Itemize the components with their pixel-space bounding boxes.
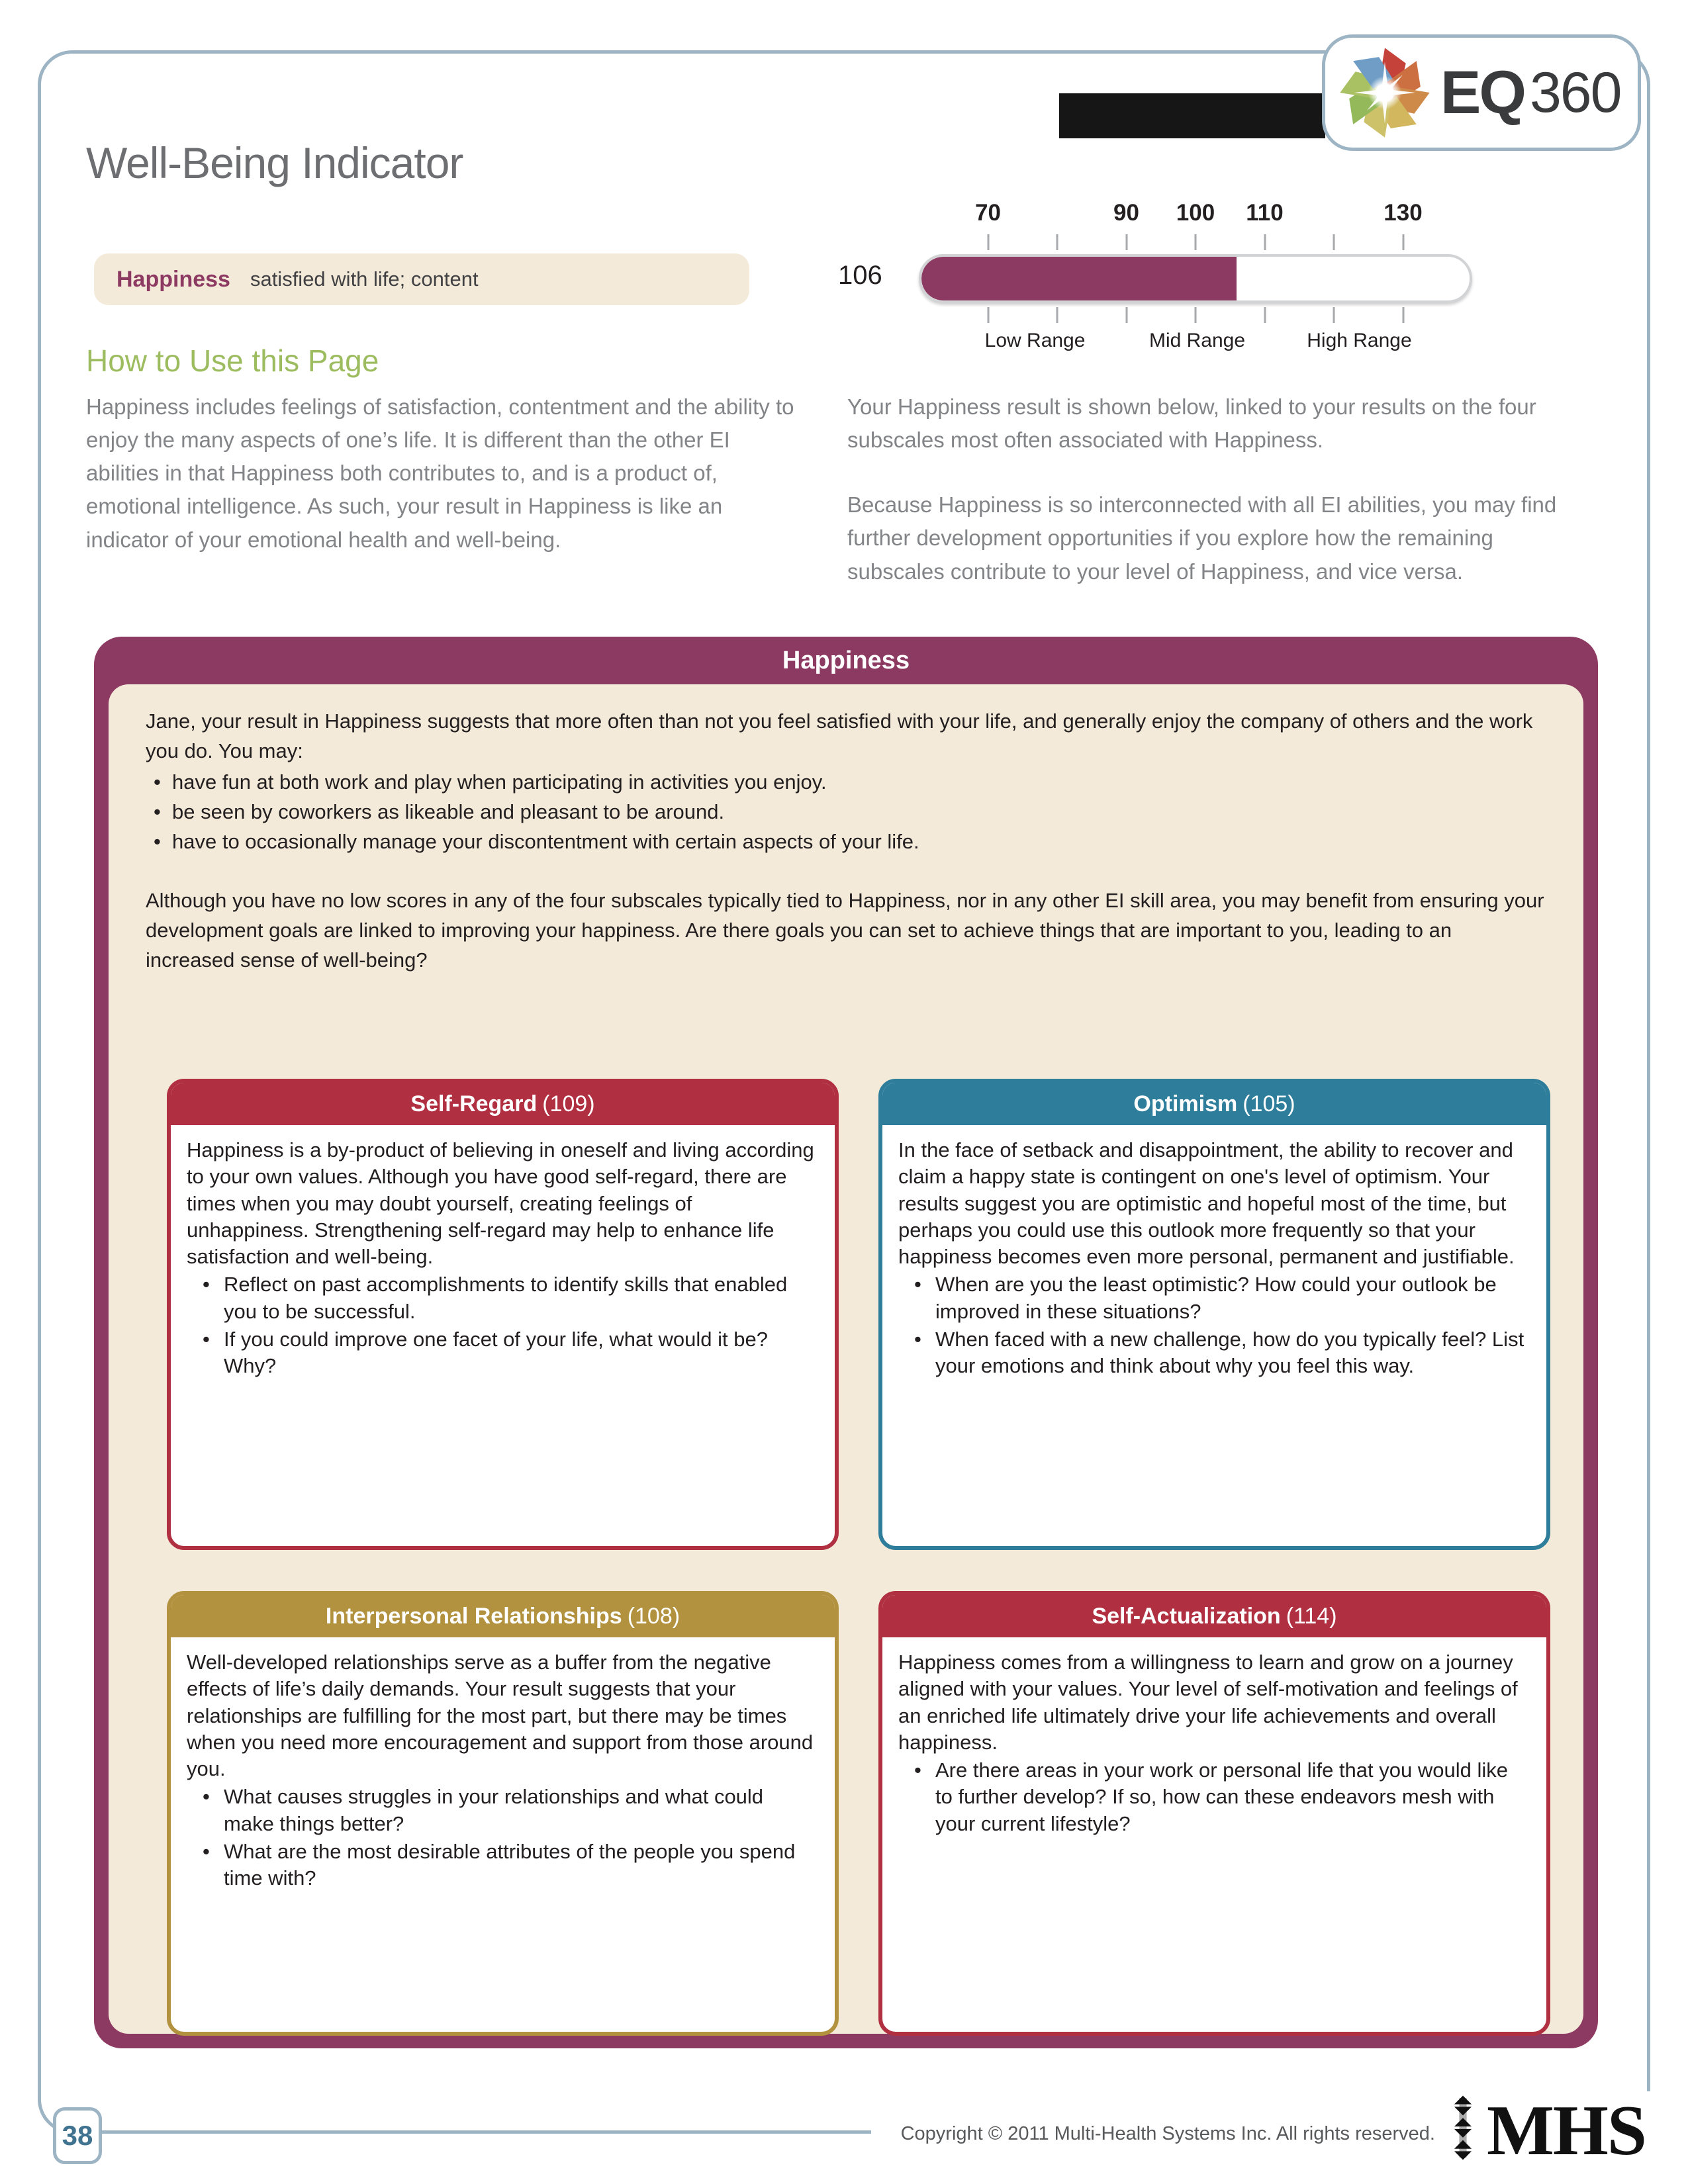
gauge-tick bbox=[1195, 234, 1197, 250]
gauge-tick bbox=[1195, 307, 1197, 323]
footer bbox=[871, 2091, 1652, 2171]
subcard-header bbox=[882, 1595, 1546, 1637]
subscale-tag-description: satisfied with life; content bbox=[250, 267, 479, 291]
subcard-bullet: • What causes struggles in your relationships and what could make things better? bbox=[187, 1784, 819, 1837]
subcard-optimism bbox=[878, 1079, 1550, 1550]
subcard-name: Self-Actualization bbox=[1092, 1603, 1281, 1629]
howto-right-column bbox=[847, 390, 1589, 588]
gauge-tick bbox=[1264, 234, 1266, 250]
mhs-logo bbox=[1444, 2091, 1646, 2171]
gauge-tick-label: 130 bbox=[1383, 200, 1423, 226]
gauge-tick bbox=[1264, 307, 1266, 323]
subcard-bullet-list bbox=[898, 1757, 1530, 1837]
gauge-tick bbox=[987, 234, 989, 250]
subcard-bullet: • What are the most desirable attributes of the people you spend time with? bbox=[187, 1839, 819, 1892]
subcard-text: Well-developed relationships serve as a buffer from the negative effects of life’s daily demands. Your result suggests that your relationships are fulfilling for the most part, but there may be times when you need more encouragement and support from those around you. bbox=[187, 1651, 814, 1781]
subcard-body bbox=[882, 1125, 1546, 1380]
subscale-tag-bar bbox=[94, 253, 749, 305]
gauge-tick bbox=[1333, 307, 1335, 323]
subcard-bullet: • Are there areas in your work or personal life that you would like to further develop? If so, how can these endeavors mesh with your current lifestyle? bbox=[898, 1757, 1530, 1837]
subcard-bullet-list bbox=[187, 1784, 819, 1891]
subcard-bullet: • When faced with a new challenge, how do you typically feel? List your emotions and think about why you feel this way. bbox=[898, 1326, 1530, 1380]
mhs-glyph-icon bbox=[1444, 2095, 1481, 2161]
happiness-bullet: • have to occasionally manage your discontentment with certain aspects of your life. bbox=[146, 827, 1546, 857]
gauge-bar bbox=[919, 254, 1472, 303]
subcard-header bbox=[171, 1083, 835, 1125]
gauge-tick bbox=[987, 307, 989, 323]
subcard-body bbox=[171, 1637, 835, 1892]
subcard-text: Happiness comes from a willingness to learn and grow on a journey aligned with your values. Your level of self-motivation and feelings of an enriched life ultimately drive your life achievements and overall happiness. bbox=[898, 1651, 1518, 1754]
gauge-tick-label: 70 bbox=[975, 200, 1001, 226]
howto-left-paragraph: Happiness includes feelings of satisfaction, contentment and the ability to enjoy the many aspects of one’s life. It is different than the other EI abilities in that Happiness both contributes to, and is a product of, emotional intelligence. As such, your result in Happiness is like an indicator of your emotional health and well-being. bbox=[86, 394, 794, 552]
pinwheel-icon bbox=[1336, 44, 1434, 142]
subcard-bullet-list bbox=[898, 1271, 1530, 1379]
range-label-low: Low Range bbox=[984, 330, 1086, 351]
howto-heading: How to Use this Page bbox=[86, 343, 379, 378]
gauge-tick bbox=[1402, 234, 1404, 250]
eq360-logo bbox=[1322, 34, 1641, 151]
page-title: Well-Being Indicator bbox=[86, 138, 463, 187]
subcard-bullet: • When are you the least optimistic? How could your outlook be improved in these situations? bbox=[898, 1271, 1530, 1325]
subscale-tag-name: Happiness bbox=[117, 266, 230, 292]
happiness-box-title: Happiness bbox=[782, 646, 910, 674]
subcard-text: Happiness is a by-product of believing in oneself and living according to your own values. Although you have good self-regard, there are times when you may doubt yourself, creating feelings of unhappiness. Strengthening self-regard may help to enhance life satisfaction and well-being. bbox=[187, 1138, 814, 1269]
range-label-high: High Range bbox=[1307, 330, 1412, 351]
subcard-name: Interpersonal Relationships bbox=[325, 1603, 622, 1629]
subcard-header bbox=[882, 1083, 1546, 1125]
subcard-interpersonal-relationships bbox=[167, 1591, 839, 2036]
gauge-tick bbox=[1125, 307, 1127, 323]
range-label-mid: Mid Range bbox=[1149, 330, 1246, 351]
happiness-box-text bbox=[109, 684, 1583, 976]
gauge-tick-label: 90 bbox=[1113, 200, 1139, 226]
gauge-tick-label: 100 bbox=[1176, 200, 1215, 226]
gauge-ticks-bottom bbox=[919, 307, 1472, 323]
happiness-bullet: • have fun at both work and play when participating in activities you enjoy. bbox=[146, 768, 1546, 797]
page-number-badge: 38 bbox=[53, 2107, 102, 2164]
gauge-tick bbox=[1402, 307, 1404, 323]
gauge-tick-label: 110 bbox=[1246, 200, 1284, 226]
logo-eq-text: EQ bbox=[1440, 58, 1524, 126]
happiness-bullet: • be seen by coworkers as likeable and pleasant to be around. bbox=[146, 797, 1546, 827]
howto-right-paragraph-2: Because Happiness is so interconnected with all EI abilities, you may find further development opportunities if you explore how the remaining subscales contribute to your level of Happiness, and vice versa. bbox=[847, 492, 1557, 584]
subcard-score: (108) bbox=[627, 1603, 680, 1629]
subcard-score: (114) bbox=[1286, 1603, 1337, 1629]
gauge-tick bbox=[1125, 234, 1127, 250]
gauge-tick bbox=[1056, 307, 1058, 323]
subcard-bullet-list bbox=[187, 1271, 819, 1379]
gauge-fill bbox=[921, 257, 1237, 300]
happiness-result-box bbox=[94, 637, 1598, 2048]
gauge-tick bbox=[1056, 234, 1058, 250]
subcard-body bbox=[882, 1637, 1546, 1837]
subcard-header bbox=[171, 1595, 835, 1637]
happiness-bullet-list bbox=[146, 768, 1546, 857]
header-black-bar bbox=[1059, 93, 1325, 138]
happiness-gauge bbox=[838, 200, 1472, 359]
gauge-tick-labels bbox=[919, 200, 1472, 226]
logo-360-text: 360 bbox=[1529, 60, 1621, 124]
subcard-name: Optimism bbox=[1133, 1091, 1238, 1116]
mhs-wordmark: MHS bbox=[1486, 2091, 1646, 2171]
subcard-bullet: • Reflect on past accomplishments to identify skills that enabled you to be successful. bbox=[187, 1271, 819, 1325]
subcard-self-regard bbox=[167, 1079, 839, 1550]
subcard-body bbox=[171, 1125, 835, 1380]
gauge-tick bbox=[1333, 234, 1335, 250]
eq360-wordmark bbox=[1440, 58, 1620, 128]
gauge-score-value: 106 bbox=[838, 261, 882, 290]
howto-right-paragraph-1: Your Happiness result is shown below, linked to your results on the four subscales most often associated with Happiness. bbox=[847, 394, 1536, 453]
subcard-score: (109) bbox=[542, 1091, 595, 1116]
subcard-bullet: • If you could improve one facet of your life, what would it be? Why? bbox=[187, 1326, 819, 1380]
subcard-name: Self-Regard bbox=[410, 1091, 538, 1116]
subcard-score: (105) bbox=[1243, 1091, 1295, 1116]
happiness-intro: Jane, your result in Happiness suggests that more often than not you feel satisfied with your life, and generally enjoy the company of others and the work you do. You may: bbox=[146, 709, 1533, 762]
subcard-text: In the face of setback and disappointment, the ability to recover and claim a happy state is contingent on one's level of optimism. Your results suggest you are optimistic and hopeful most of the time, but perhaps you could use this outlook more frequently so that your happiness becomes even more personal, permanent and justifiable. bbox=[898, 1138, 1515, 1269]
happiness-closing: Although you have no low scores in any of the four subscales typically tied to Happiness, nor in any other EI skill area, you may benefit from ensuring your development goals are linked to improving your happiness. Are there goals you can set to achieve things that are important to you, leading to an increased sense of well-being? bbox=[146, 888, 1544, 972]
happiness-box-content bbox=[109, 684, 1583, 2034]
copyright-text: Copyright © 2011 Multi-Health Systems Inc. All rights reserved. bbox=[900, 2123, 1435, 2144]
gauge-range-labels bbox=[919, 330, 1472, 356]
gauge-ticks-top bbox=[919, 234, 1472, 250]
subcard-self-actualization bbox=[878, 1591, 1550, 2036]
